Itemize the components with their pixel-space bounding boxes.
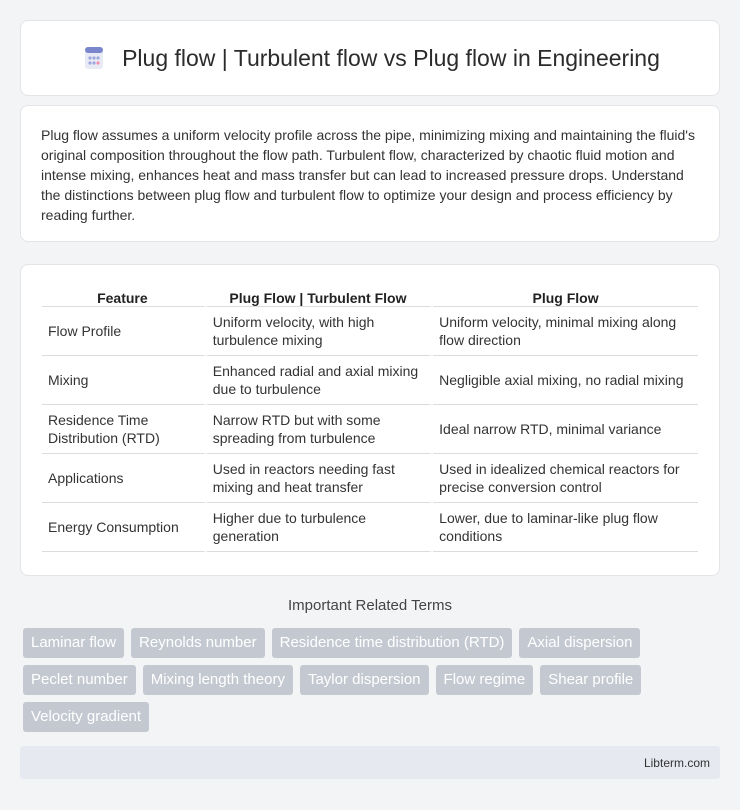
related-term-tag[interactable]: Taylor dispersion [300, 665, 429, 695]
table-cell: Negligible axial mixing, no radial mixing [433, 356, 698, 405]
related-terms-heading: Important Related Terms [288, 597, 452, 614]
table-cell: Higher due to turbulence generation [207, 503, 433, 552]
intro-paragraph: Plug flow assumes a uniform velocity profile across the pipe, minimizing mixing and maintaining the fluid's original composition throughout the flow path. Turbulent flow, characterized by chaotic fluid motion and intense mixing, enhances heat and mass transfer but can lead to increased pressure drops. Understand the distinctions between plug flow and turbulent flow to optimize your design and process efficiency by reading further. [41, 127, 695, 223]
table-cell: Enhanced radial and axial mixing due to turbulence [207, 356, 433, 405]
table-row [42, 454, 698, 503]
intro-card [20, 105, 720, 242]
related-term-tag[interactable]: Axial dispersion [519, 628, 640, 658]
related-term-tag[interactable]: Residence time distribution (RTD) [272, 628, 513, 658]
footer-bar [20, 746, 720, 779]
table-cell-feature: Residence Time Distribution (RTD) [42, 405, 207, 454]
column-header-feature: Feature [42, 285, 207, 307]
related-terms-list [23, 628, 717, 732]
table-cell: Uniform velocity, with high turbulence mixing [207, 307, 433, 356]
table-cell: Used in reactors needing fast mixing and heat transfer [207, 454, 433, 503]
table-row [42, 503, 698, 552]
table-row [42, 307, 698, 356]
table-cell-feature: Flow Profile [42, 307, 207, 356]
table-header-row [42, 285, 698, 307]
table-cell-feature: Mixing [42, 356, 207, 405]
table-cell-feature: Applications [42, 454, 207, 503]
table-row [42, 356, 698, 405]
column-header-plug-turbulent: Plug Flow | Turbulent Flow [207, 285, 433, 307]
page-title: Plug flow | Turbulent flow vs Plug flow in Engineering [122, 44, 660, 71]
table-cell-feature: Energy Consumption [42, 503, 207, 552]
document-icon [80, 44, 108, 72]
related-term-tag[interactable]: Peclet number [23, 665, 136, 695]
related-term-tag[interactable]: Laminar flow [23, 628, 124, 658]
title-card [20, 20, 720, 96]
table-cell: Uniform velocity, minimal mixing along flow direction [433, 307, 698, 356]
column-header-plug-flow: Plug Flow [433, 285, 698, 307]
table-cell: Ideal narrow RTD, minimal variance [433, 405, 698, 454]
related-term-tag[interactable]: Mixing length theory [143, 665, 293, 695]
related-term-tag[interactable]: Reynolds number [131, 628, 265, 658]
comparison-table-card [20, 264, 720, 576]
related-term-tag[interactable]: Flow regime [436, 665, 534, 695]
table-row [42, 405, 698, 454]
comparison-table [42, 285, 698, 552]
table-cell: Narrow RTD but with some spreading from turbulence [207, 405, 433, 454]
related-term-tag[interactable]: Shear profile [540, 665, 641, 695]
table-cell: Lower, due to laminar-like plug flow conditions [433, 503, 698, 552]
footer-site-link[interactable]: Libterm.com [643, 755, 710, 770]
related-term-tag[interactable]: Velocity gradient [23, 702, 149, 732]
table-cell: Used in idealized chemical reactors for precise conversion control [433, 454, 698, 503]
